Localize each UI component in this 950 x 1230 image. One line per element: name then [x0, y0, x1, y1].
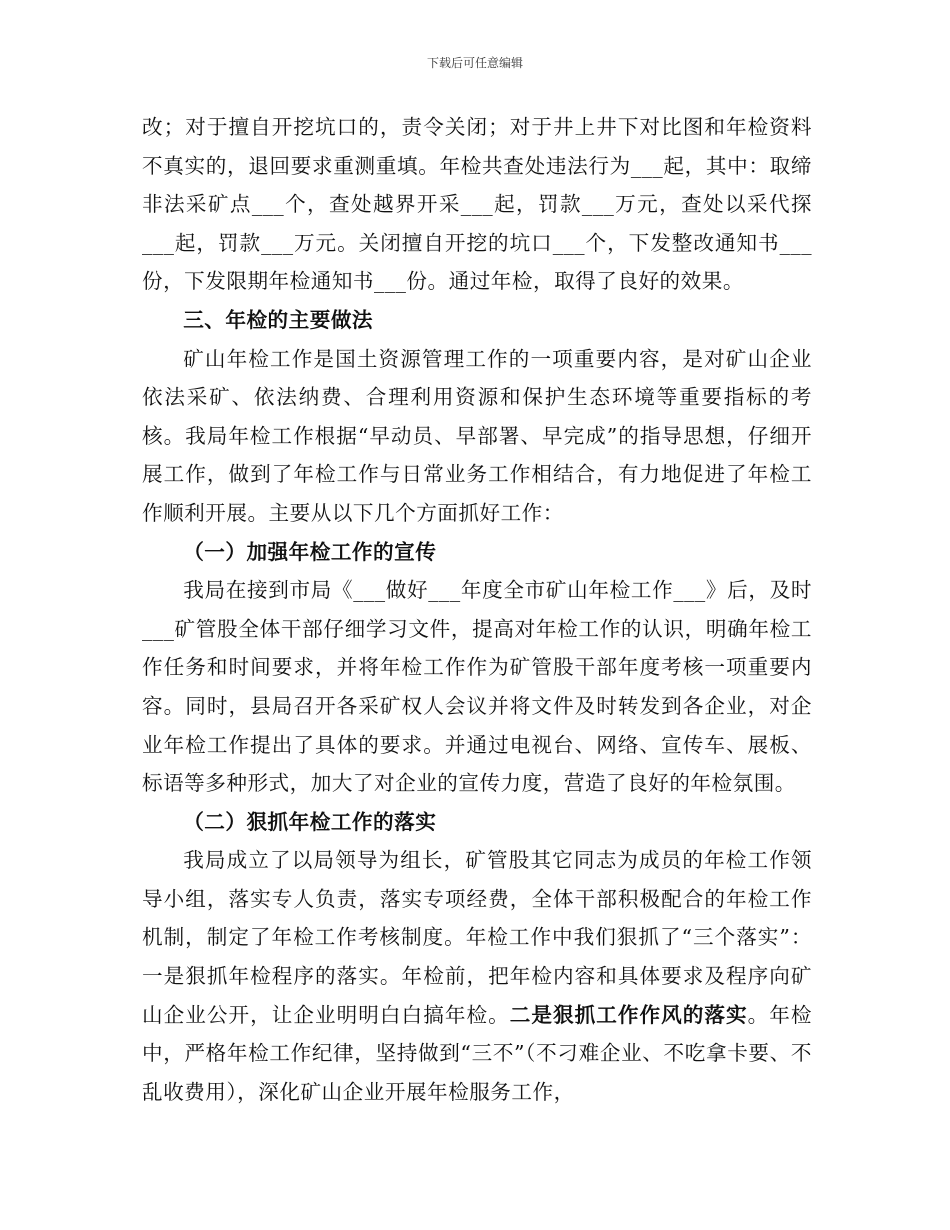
- bold-text-run: 二是狠抓工作作风的落实: [509, 1002, 748, 1027]
- subsection-heading-2: （二）狠抓年检工作的落实: [183, 809, 437, 834]
- text-run: 。年检中，严格年检工作纪律，坚持做到“三不”（不刁难企业、不吃拿卡要、不乱收费用），深化矿山企业开展年检服务工作，: [142, 1002, 813, 1104]
- paragraph-implementation: [142, 841, 812, 1111]
- paragraph-publicity: 我局在接到市局《___做好___年度全市矿山年检工作___》后，及时___矿管股全体干部仔细学习文件，提高对年检工作的认识，明确年检工作任务和时间要求，并将年检工作作为矿管股干部年度考核一项重要内容。同时，县局召开各采矿权人会议并将文件及时转发到各企业，对企业年检工作提出了具体的要求。并通过电视台、网络、宣传车、展板、标语等多种形式，加大了对企业的宣传力度，营造了良好的年检氛围。: [142, 578, 812, 796]
- paragraph-main-methods: 矿山年检工作是国土资源管理工作的一项重要内容，是对矿山企业依法采矿、依法纳费、合理利用资源和保护生态环境等重要指标的考核。我局年检工作根据“早动员、早部署、早完成”的指导思想，仔细开展工作，做到了年检工作与日常业务工作相结合，有力地促进了年检工作顺利开展。主要从以下几个方面抓好工作：: [142, 346, 812, 525]
- paragraph-violations-summary: 改；对于擅自开挖坑口的，责令关闭；对于井上井下对比图和年检资料不真实的，退回要求重测重填。年检共查处违法行为___起，其中：取缔非法采矿点___个，查处越界开采___起，罚款___万元，查处以采代探___起，罚款___万元。关闭擅自开挖的坑口___个，下发整改通知书___份，下发限期年检通知书___份。通过年检，取得了良好的效果。: [142, 115, 812, 294]
- page-header: 下载后可任意编辑: [426, 56, 523, 70]
- text-run: 我局成立了以局领导为组长，矿管股其它同志为成员的年检工作领导小组，落实专人负责，落实专项经费，全体干部积极配合的年检工作机制，制定了年检工作考核制度。年检工作中我们狠抓了“三个落实”：一是狠抓年检程序的落实。年检前，把年检内容和具体要求及程序向矿山企业公开，让企业明明白白搞年检。: [142, 848, 812, 1027]
- section-heading-3: 三、年检的主要做法: [183, 307, 374, 332]
- document-body: [142, 108, 812, 1111]
- subsection-heading-1: （一）加强年检工作的宣传: [183, 539, 437, 564]
